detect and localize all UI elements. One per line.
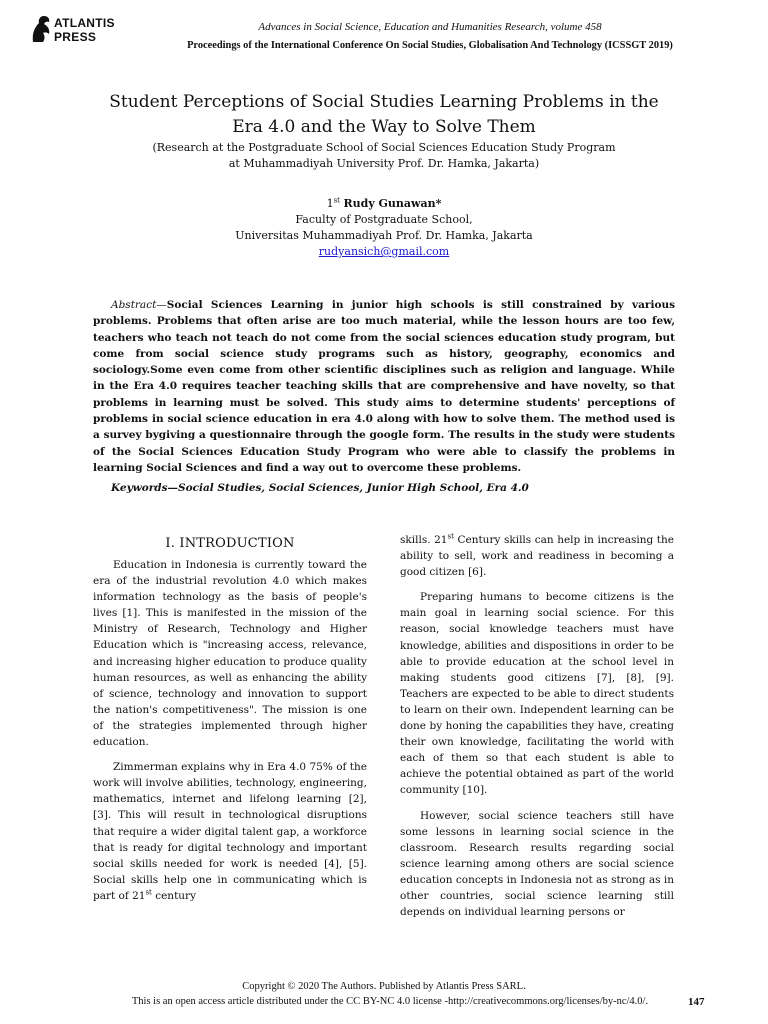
paragraph-2-text: Zimmerman explains why in Era 4.0 75% of the work will involve abilities, technology, engineering, mathematics, internet and lifelong learning [2], [3]. This will result in technological disruptions that require a wider digital talent gap, a workforce that is ready for digital technology and important social skills needed for work is needed [4], [5]. Social skills help one in communicating which is part of 21 [93, 761, 367, 902]
paper-subtitle-line1: (Research at the Postgraduate School of Social Sciences Education Study Program [152, 141, 616, 154]
journal-title: Advances in Social Science, Education and Humanities Research, volume 458 [258, 21, 602, 33]
affiliation-line1: Faculty of Postgraduate School, [295, 213, 473, 226]
paper-title-line2: Era 4.0 and the Way to Solve Them [232, 117, 536, 137]
left-column [93, 534, 367, 913]
paragraph-2-sup: st [145, 888, 152, 897]
proceedings-title: Proceedings of the International Conference On Social Studies, Globalisation And Technology (ICSSGT 2019) [187, 40, 673, 51]
paragraph-3 [400, 532, 674, 580]
atlantis-press-logo-icon [30, 14, 52, 44]
license-notice: This is an open access article distributed under the CC BY-NC 4.0 license -http://creativecommons.org/licenses/by-nc/4.0/. [131, 996, 649, 1007]
right-column [400, 532, 674, 929]
paper-subtitle [80, 140, 688, 172]
author-line [150, 196, 618, 212]
paragraph-4: Preparing humans to become citizens is the main goal in learning social science. For this reason, social knowledge teachers must have knowledge, abilities and dispositions in order to be able to provide education at the school level in making students good citizens [7], [8], [9]. Teachers are expected to be able to direct students to learn on their own. Independent learning can be done by honing the capabilities they have, creating their own knowledge, facilitating the world with each of them so that each student is able to achieve the potential obtained as part of the world community [10]. [400, 591, 674, 797]
paragraph-2-tail: century [151, 889, 197, 902]
section-heading-introduction: I. INTRODUCTION [165, 536, 295, 551]
copyright-notice: Copyright © 2020 The Authors. Published by Atlantis Press SARL. [242, 981, 526, 992]
paragraph-3-head: skills. 21 [400, 534, 448, 546]
paper-subtitle-line2: at Muhammadiyah University Prof. Dr. Hamka, Jakarta) [228, 157, 540, 170]
abstract-text: Social Sciences Learning in junior high schools is still constrained by various problems. Problems that often arise are too much material, while the lesson hours are too few, teachers who teach not teach do not come from the social sciences education study program, but come from social science study programs such as history, geography, economics and sociology.Some even come from other scientific disciplines such as religion and language. While in the Era 4.0 requires teacher teaching skills that are comprehensive and have novelty, so that problems in learning must be solved. This study aims to determine students' perceptions of problems in social science education in era 4.0 along with how to solve them. The method used is a survey bygiving a questionnaire through the google form. The results in the study were students of the Social Sciences Education Study Program who were able to classify the problems in learning Social Sciences and find a way out to overcome these problems. [93, 299, 675, 474]
logo-text-line2: PRESS [54, 30, 97, 44]
author-name: Rudy Gunawan* [343, 197, 442, 210]
paper-title-line1: Student Perceptions of Social Studies Learning Problems in the [109, 92, 659, 112]
paragraph-1: Education in Indonesia is currently toward the era of the industrial revolution 4.0 which makes information technology as the basis of people's lives [1]. This is manifested in the mission of the Ministry of Research, Technology and Higher Education which is "increasing access, relevance, and increasing higher education to produce quality human resources, as well as enhancing the ability of science, technology and innovation to support the nation's competitiveness". The mission is one of the strategies implemented through higher education. [93, 559, 367, 749]
paragraph-3-sup: st [447, 532, 454, 541]
logo-text-line1: ATLANTIS [54, 16, 115, 30]
paragraph-3-text: Century skills can help in increasing the ability to sell, work and readiness in becoming a good citizen [6]. [400, 534, 674, 579]
paragraph-2 [93, 759, 367, 904]
author-ordinal-sup: st [333, 196, 340, 205]
author-email-link[interactable]: rudyansich@gmail.com [318, 245, 450, 258]
paper-title [60, 90, 708, 140]
affiliation-line2: Universitas Muhammadiyah Prof. Dr. Hamka, Jakarta [235, 229, 533, 242]
abstract-label: Abstract— [111, 299, 167, 311]
page-number: 147 [688, 996, 705, 1008]
paragraph-5: However, social science teachers still have some lessons in learning social science in the classroom. Research results regarding social science learning among others are social science education concepts in Indonesia not as strong as in other countries, social science learning still depends on individual learning persons or [400, 809, 674, 919]
author-block [150, 196, 618, 260]
author-ordinal: 1 [326, 197, 334, 210]
abstract [93, 297, 675, 476]
keywords: Keywords—Social Studies, Social Sciences, Junior High School, Era 4.0 [111, 482, 529, 494]
